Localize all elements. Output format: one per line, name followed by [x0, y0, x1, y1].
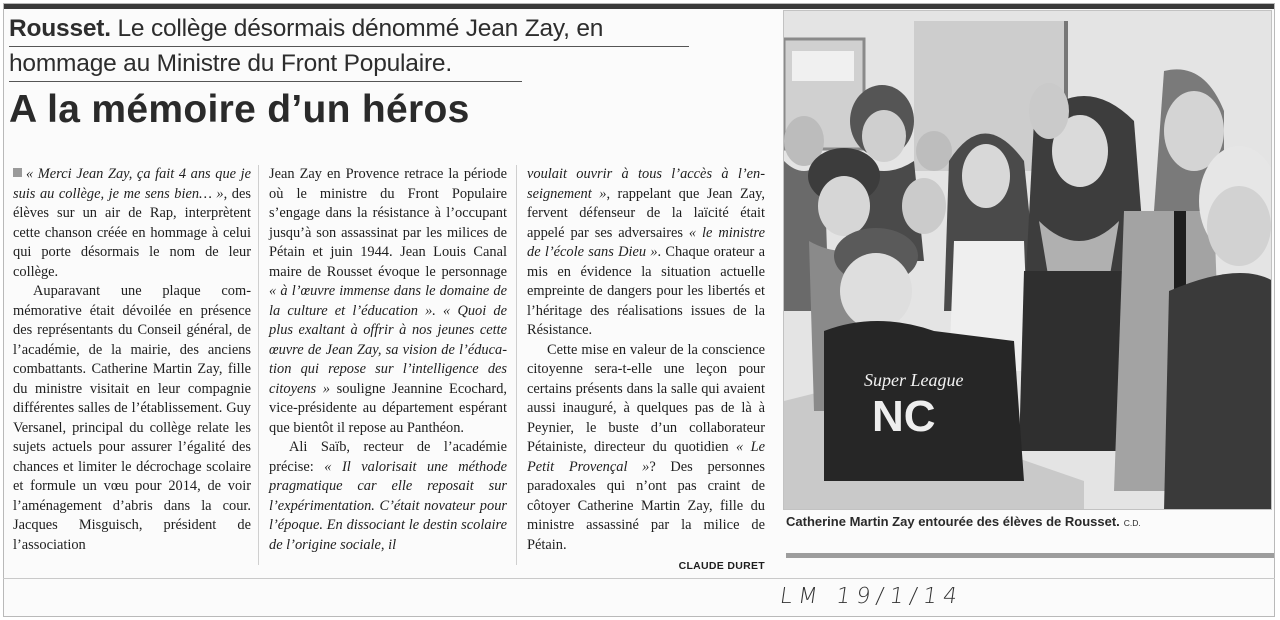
column-3-text-f: ? Des personnes paradoxales qui n’ont pas craint de côtoyer Catherine Martin Zay, fille du ministre assassiné par la milice de Pétain. [527, 458, 765, 553]
quote-mayor: « à l’œuvre immense dans le domaine de la culture et l’éducation ». « Quoi de plus exaltant à offrir à nos jeunes cette œuvre de Jean Zay, sa vision de l’éducation qui repose sur l’intelligence des citoyens » [269, 283, 507, 397]
caption-divider [786, 553, 1274, 558]
article-column-1 [13, 165, 251, 555]
photo-credit: C.D. [1123, 518, 1141, 528]
article-column-3 [527, 165, 765, 577]
column-2-text-d: Ali Saïb, recteur de l’académie précise: [269, 439, 507, 475]
kicker-line-1-text: Le collège désormais dénommé Jean Zay, en [110, 15, 604, 42]
article-column-2 [269, 165, 507, 555]
column-2-text-a: Jean Zay en Provence retrace la période où le ministre du Front Populaire s’engage dans la résistance à l’occupant jusqu’à son assassinat par les milices de Pétain et juin 1944. Jean Louis Canal maire de Rousset évoque le personnage [269, 166, 507, 280]
paragraph-marker-square [13, 168, 22, 177]
kicker-line-2: hommage au Ministre du Front Populaire. [9, 47, 522, 82]
column-3-text-d: . Chaque orateur a mis en évidence la situation actuelle empreinte de dangers pour les libertés et l’héritage des réalisations issues de la Résistance. [527, 244, 765, 338]
column-3-text-e: Cette mise en valeur de la conscience citoyenne sera-t-elle une leçon pour certains présents dans la salle qui avaient aussi inauguré, à quelques pas de là à Peynier, le buste d’un collaborateur Pétainiste, directeur du quotidien [527, 341, 765, 455]
shirt-text-1: Super League [864, 370, 964, 390]
column-2-paragraph-1 [269, 165, 507, 438]
column-1-paragraph-2: Auparavant une plaque commémorative était dévoilée en présence des représentants du Conseil général, de l’académie, de la mairie, des anciens combattants. Catherine Martin Zay, fille du ministre visitait en leur compagnie différentes salles de l’établissement. Guy Versanel, principal du collège relate les sujets actuels pour assurer l’égalité des chances et limiter le décrochage scolaire et formule un vœu pour 2014, de voir l’aménagement d’abris dans la cour. Jacques Misguisch, président de l’association [13, 283, 251, 553]
quote-adversaries: « le ministre de l’école sans Dieu » [527, 224, 765, 260]
column-1-paragraph-1-text: , des élèves sur un air de Rap, interprètent cette chanson créée en hommage à celui qui porte désormais le nom de leur collège. [13, 185, 251, 280]
kicker-place: Rousset. [9, 15, 111, 42]
column-1-paragraph-1 [13, 165, 251, 282]
article-kicker [9, 12, 689, 82]
column-3-paragraph-1 [527, 165, 765, 341]
quote-rector: « Il valorisait une méthode pragmatique car elle reposait sur l’expérimentation. C’était novateur pour l’époque. En dissociant le destin scolaire de l’origine sociale, il [269, 458, 507, 553]
photo-caption-text: Catherine Martin Zay entourée des élèves de Rousset. [786, 514, 1120, 529]
column-2-text-c: souligne Jeannine Ecochard, vice-présidente au département espérant que bientôt il repose au Panthéon. [269, 380, 507, 436]
column-2-paragraph-2 [269, 438, 507, 555]
article-headline: A la mémoire d’un héros [9, 88, 470, 131]
column-divider [258, 165, 259, 565]
column-3-paragraph-2 [527, 341, 765, 556]
top-rule [4, 4, 1274, 9]
photo-students-illustration [784, 11, 1272, 510]
column-3-text-b: , rappelant que Jean Zay, fervent défenseur de la laïcité était appelé par ses adversaires [527, 185, 765, 241]
handwritten-note: LM 19/1/14 [778, 584, 965, 609]
shirt-text-2: NC [872, 392, 936, 441]
kicker-line-1 [9, 12, 689, 47]
column-divider [516, 165, 517, 565]
author-signature: CLAUDE DURET [678, 560, 765, 572]
photo-caption [786, 514, 1266, 529]
newspaper-title: « Le Petit Provençal » [527, 439, 765, 475]
article-photo [783, 10, 1272, 510]
quote-students: « Merci Jean Zay, ça fait 4 ans que je suis au collège, je me sens bien… » [13, 166, 251, 202]
bottom-rule [3, 578, 1275, 579]
quote-rector-continued: voulait ouvrir à tous l’accès à l’enseignement » [527, 166, 765, 202]
